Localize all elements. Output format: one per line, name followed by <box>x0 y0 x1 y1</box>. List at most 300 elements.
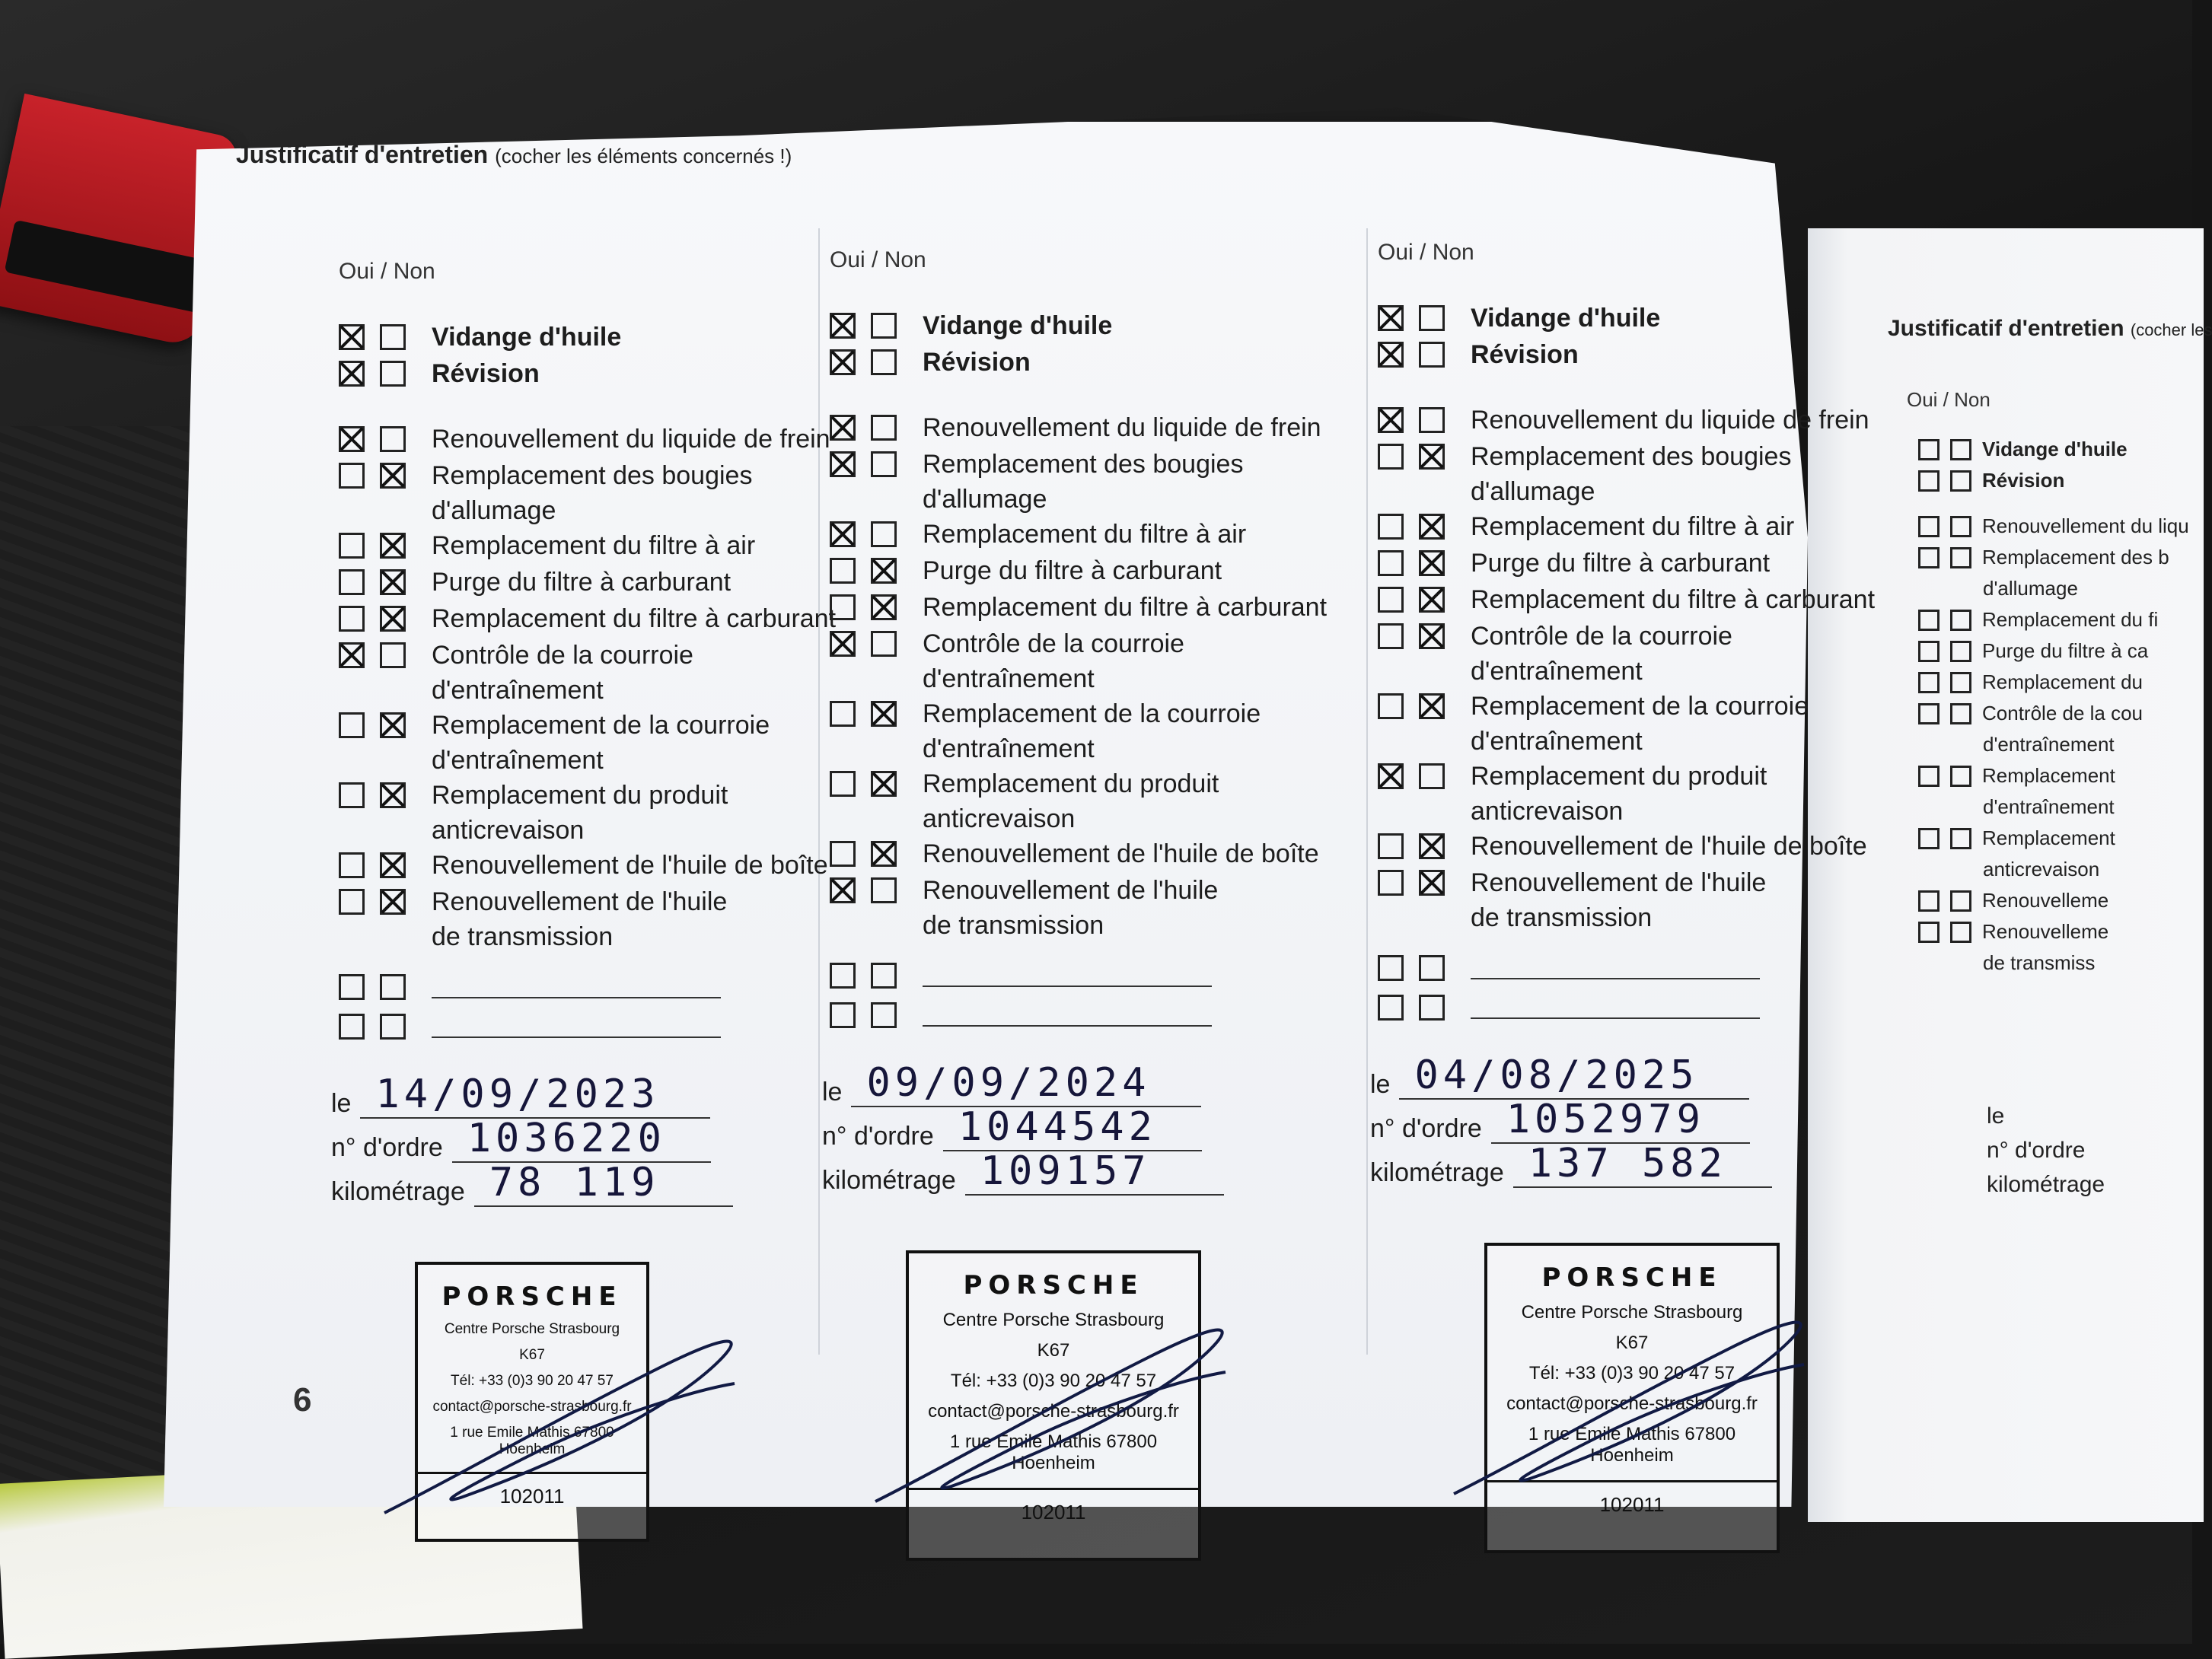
right-page-row <box>1918 639 2148 663</box>
checkbox-oui[interactable] <box>339 361 365 387</box>
checklist-row-remplacement-courroie <box>1378 689 1809 724</box>
right-page-row <box>1983 951 2095 975</box>
order-number-field-handwritten-value: 1044542 <box>958 1104 1157 1150</box>
checklist-label-continued: d'allumage <box>432 496 556 525</box>
stamp-code: K67 <box>519 1347 545 1363</box>
checklist-label: Purge du filtre à carburant <box>432 567 731 597</box>
checkbox-non[interactable] <box>1950 641 1971 662</box>
checkbox-oui[interactable] <box>830 415 856 441</box>
order-number-field-label: n° d'ordre <box>331 1133 443 1162</box>
date-field <box>331 1072 710 1119</box>
date-field-label: le <box>1370 1070 1391 1099</box>
date-field-handwritten-value: 09/09/2024 <box>866 1060 1151 1106</box>
checkbox-non[interactable] <box>380 606 406 632</box>
checklist-label: Renouvellement de l'huile de boîte <box>1471 831 1867 861</box>
stamp-brand: PORSCHE <box>963 1270 1144 1301</box>
checkbox-non[interactable] <box>871 963 897 989</box>
right-page-row <box>1918 514 2189 538</box>
order-number-field <box>331 1116 711 1163</box>
mileage-field-handwritten-value: 109157 <box>980 1148 1151 1194</box>
checklist-row-blank <box>830 958 1212 993</box>
right-page-row <box>1983 733 2115 756</box>
checkbox-non[interactable] <box>380 642 406 668</box>
checklist-row-filtre-carburant <box>1378 582 1875 617</box>
checklist-label-continued: d'allumage <box>923 485 1047 514</box>
checklist-label: Remplacement des bougies <box>923 449 1244 479</box>
checkbox-non[interactable] <box>871 841 897 867</box>
checkbox-non[interactable] <box>380 974 406 1000</box>
checkbox-oui[interactable] <box>1378 693 1404 719</box>
checkbox-non[interactable] <box>380 1014 406 1040</box>
date-field <box>822 1060 1201 1107</box>
mileage-field <box>822 1148 1224 1196</box>
checkbox-non[interactable] <box>1419 444 1445 470</box>
checklist-label: Vidange d'huile <box>432 322 622 352</box>
checkbox-oui[interactable] <box>339 712 365 738</box>
right-page-row-label: Vidange d'huile <box>1982 438 2128 460</box>
stamp-address: 1 rue Emile Mathis 67800 Hoenheim <box>1528 1424 1736 1466</box>
checklist-label: Renouvellement du liquide de frein <box>432 424 830 454</box>
checklist-label-continued: de transmission <box>1471 903 1653 932</box>
stamp-number: 102011 <box>1487 1480 1777 1517</box>
checklist-row-purge-carburant <box>1378 546 1770 581</box>
checklist-row-filtre-air <box>339 528 755 563</box>
checkbox-oui[interactable] <box>1918 890 1939 912</box>
checklist-label: Renouvellement du liquide de frein <box>923 412 1321 442</box>
checklist-label-continued: de transmission <box>923 911 1104 940</box>
checkbox-oui[interactable] <box>830 631 856 657</box>
page-header <box>236 141 792 169</box>
mileage-field-label: kilométrage <box>331 1177 465 1206</box>
right-page-date-label: le <box>1987 1103 2005 1129</box>
order-number-field-handwritten-value: 1036220 <box>467 1116 666 1161</box>
checklist-label: Remplacement du produit <box>923 769 1219 798</box>
checkbox-non[interactable] <box>1419 587 1445 613</box>
checkbox-non[interactable] <box>380 426 406 452</box>
checkbox-oui[interactable] <box>339 642 365 668</box>
checklist-label: Renouvellement de l'huile <box>923 875 1219 905</box>
checklist-label-continued: d'entraînement <box>432 746 604 775</box>
checkbox-oui[interactable] <box>1378 587 1404 613</box>
date-field-line[interactable] <box>360 1072 710 1119</box>
write-line[interactable] <box>432 1036 721 1038</box>
date-field-handwritten-value: 04/08/2025 <box>1414 1052 1699 1098</box>
checklist-label: Contrôle de la courroie <box>923 629 1184 658</box>
checkbox-non[interactable] <box>1419 955 1445 981</box>
checkbox-non[interactable] <box>871 631 897 657</box>
checklist-row-filtre-carburant <box>339 601 836 636</box>
checkbox-oui[interactable] <box>1918 672 1939 693</box>
checklist-row-liquide-frein <box>830 410 1321 445</box>
stamp-code: K67 <box>1037 1340 1070 1361</box>
checkbox-oui[interactable] <box>1918 439 1939 460</box>
checkbox-non[interactable] <box>1950 922 1971 943</box>
order-number-field-line[interactable] <box>1491 1097 1750 1144</box>
checklist-row-revision <box>339 356 540 391</box>
checklist-label: Purge du filtre à carburant <box>923 556 1222 585</box>
checkbox-oui[interactable] <box>1378 763 1404 789</box>
checklist-label: Remplacement de la courroie <box>923 699 1261 728</box>
right-page-row-label: d'entraînement <box>1983 733 2115 756</box>
checklist-label: Remplacement des bougies <box>432 460 753 490</box>
checkbox-oui[interactable] <box>1918 610 1939 631</box>
checklist-label: Vidange d'huile <box>1471 303 1661 333</box>
checkbox-non[interactable] <box>1419 995 1445 1021</box>
date-field-label: le <box>331 1089 352 1118</box>
right-page-row-label: Remplacement <box>1982 764 2115 787</box>
checkbox-non[interactable] <box>380 324 406 350</box>
checklist-row-vidange <box>1378 301 1660 336</box>
stamp-code: K67 <box>1615 1333 1649 1353</box>
checklist-label: Purge du filtre à carburant <box>1471 548 1771 578</box>
checkbox-oui[interactable] <box>339 1014 365 1040</box>
checkbox-oui[interactable] <box>1918 922 1939 943</box>
checklist-label: Remplacement du produit <box>1471 761 1767 791</box>
checkbox-oui[interactable] <box>339 606 365 632</box>
write-line[interactable] <box>1471 978 1760 979</box>
checklist-label: Révision <box>1471 339 1579 369</box>
right-page-row-label: anticrevaison <box>1983 858 2100 880</box>
checklist-row-huile-boite <box>1378 829 1867 864</box>
checkbox-oui[interactable] <box>830 521 856 547</box>
checkbox-oui[interactable] <box>1918 516 1939 537</box>
checklist-label: Renouvellement de l'huile de boîte <box>432 850 828 880</box>
mileage-field-line[interactable] <box>1513 1141 1772 1188</box>
date-field <box>1370 1052 1749 1100</box>
checkbox-non[interactable] <box>1419 763 1445 789</box>
checkbox-oui[interactable] <box>830 558 856 584</box>
checkbox-non[interactable] <box>1419 870 1445 896</box>
checkbox-oui[interactable] <box>830 771 856 797</box>
right-page-order-label: n° d'ordre <box>1987 1138 2086 1163</box>
checkbox-oui[interactable] <box>339 889 365 915</box>
checkbox-oui[interactable] <box>1378 514 1404 540</box>
right-page-title-text: Justificatif d'entretien <box>1888 316 2124 341</box>
checklist-label: Remplacement de la courroie <box>432 710 770 740</box>
right-page-row-label: Contrôle de la cou <box>1982 702 2143 724</box>
checkbox-non[interactable] <box>380 782 406 808</box>
mileage-field <box>331 1160 733 1207</box>
checkbox-oui[interactable] <box>1378 550 1404 576</box>
right-page-row <box>1918 702 2143 725</box>
stamp-email: contact@porsche-strasbourg.fr <box>432 1399 632 1415</box>
checkbox-oui[interactable] <box>830 451 856 477</box>
checkbox-non[interactable] <box>871 877 897 903</box>
checklist-label: Renouvellement de l'huile <box>432 887 728 916</box>
mileage-field-label: kilométrage <box>822 1166 956 1195</box>
checklist-label-continued: d'allumage <box>1471 477 1595 506</box>
checkbox-non[interactable] <box>1950 828 1971 849</box>
checkbox-oui[interactable] <box>1378 305 1404 331</box>
write-line[interactable] <box>432 997 721 998</box>
checklist-row-huile-boite <box>830 836 1319 871</box>
checkbox-oui[interactable] <box>339 426 365 452</box>
checkbox-non[interactable] <box>380 361 406 387</box>
checkbox-oui[interactable] <box>339 324 365 350</box>
checkbox-oui[interactable] <box>1918 766 1939 787</box>
right-page-row <box>1918 546 2169 569</box>
checkbox-oui[interactable] <box>830 841 856 867</box>
checkbox-oui[interactable] <box>339 463 365 489</box>
checkbox-oui[interactable] <box>1378 444 1404 470</box>
mileage-field-handwritten-value: 78 119 <box>489 1160 660 1205</box>
checkbox-non[interactable] <box>1419 305 1445 331</box>
checklist-label-continued: anticrevaison <box>432 816 585 845</box>
checkbox-non[interactable] <box>1950 610 1971 631</box>
header-hint: (cocher les éléments concernés !) <box>495 145 792 167</box>
right-page-row <box>1918 826 2115 850</box>
write-line[interactable] <box>923 986 1212 987</box>
checklist-label: Révision <box>923 347 1031 377</box>
checkbox-non[interactable] <box>871 451 897 477</box>
order-number-field-line[interactable] <box>452 1116 711 1163</box>
checkbox-non[interactable] <box>1950 547 1971 568</box>
checkbox-oui[interactable] <box>1378 995 1404 1021</box>
stamp-phone: Tél: +33 (0)3 90 20 47 57 <box>451 1373 614 1389</box>
right-page-row-label: Remplacement <box>1982 826 2115 849</box>
stamp-number: 102011 <box>418 1472 646 1508</box>
checklist-label-continued: d'entraînement <box>1471 727 1643 756</box>
order-number-field-handwritten-value: 1052979 <box>1506 1097 1705 1142</box>
checkbox-non[interactable] <box>871 349 897 375</box>
right-page-row <box>1983 577 2078 600</box>
checkbox-oui[interactable] <box>1918 703 1939 724</box>
stamp-brand: PORSCHE <box>1541 1263 1723 1293</box>
checklist-row-produit <box>1378 759 1767 794</box>
checklist-label-continued: d'entraînement <box>432 676 604 705</box>
date-field-label: le <box>822 1078 843 1107</box>
header-title: Justificatif d'entretien <box>236 141 489 168</box>
checklist-row-filtre-carburant <box>830 590 1327 625</box>
checklist-row-purge-carburant <box>830 553 1222 588</box>
checklist-row-produit <box>339 778 728 813</box>
column-divider <box>818 228 820 1355</box>
checklist-row-vidange <box>339 320 621 355</box>
checkbox-non[interactable] <box>380 569 406 595</box>
checkbox-oui[interactable] <box>339 533 365 559</box>
checklist-row-bougies <box>1378 439 1791 474</box>
checklist-row-controle-courroie <box>1378 619 1732 654</box>
right-page-row <box>1983 795 2115 819</box>
checklist-label: Remplacement du filtre à air <box>1471 511 1795 541</box>
mileage-field-line[interactable] <box>965 1148 1224 1196</box>
checklist-label: Révision <box>432 358 540 388</box>
checkbox-oui[interactable] <box>339 974 365 1000</box>
checkbox-non[interactable] <box>871 594 897 620</box>
checkbox-oui[interactable] <box>1378 955 1404 981</box>
checkbox-non[interactable] <box>1950 672 1971 693</box>
column-header-oui-non: Oui / Non <box>830 247 926 272</box>
checklist-row-huile <box>339 884 727 919</box>
checkbox-oui[interactable] <box>1378 833 1404 859</box>
date-field-line[interactable] <box>851 1060 1201 1107</box>
checkbox-non[interactable] <box>871 771 897 797</box>
mileage-field-label: kilométrage <box>1370 1158 1504 1187</box>
checklist-label-continued: de transmission <box>432 922 614 951</box>
right-page-column-header: Oui / Non <box>1907 388 1990 411</box>
checklist-label: Renouvellement du liquide de frein <box>1471 405 1869 435</box>
right-page-row-label: d'allumage <box>1983 577 2078 600</box>
checkbox-oui[interactable] <box>1918 828 1939 849</box>
right-page-row-label: Remplacement du <box>1982 670 2143 693</box>
checkbox-non[interactable] <box>380 889 406 915</box>
checklist-label: Remplacement des bougies <box>1471 441 1792 471</box>
checklist-row-controle-courroie <box>830 626 1184 661</box>
right-page-row-label: Révision <box>1982 469 2065 492</box>
checklist-row-remplacement-courroie <box>830 696 1261 731</box>
checklist-row-revision <box>830 345 1031 380</box>
checklist-row-liquide-frein <box>339 422 830 457</box>
checklist-row-huile <box>830 873 1218 908</box>
column-divider <box>1366 228 1368 1355</box>
right-page-row <box>1983 858 2099 881</box>
checkbox-non[interactable] <box>871 313 897 339</box>
right-page-title <box>1888 316 2212 342</box>
checkbox-oui[interactable] <box>830 877 856 903</box>
checklist-row-huile <box>1378 865 1766 900</box>
right-page-row-label: Remplacement des b <box>1982 546 2169 568</box>
dealer-stamp <box>906 1250 1201 1561</box>
checkbox-oui[interactable] <box>1918 470 1939 492</box>
right-page-row <box>1918 608 2158 632</box>
date-field-line[interactable] <box>1399 1052 1749 1100</box>
write-line[interactable] <box>1471 1017 1760 1019</box>
checklist-label-continued: d'entraînement <box>1471 657 1643 686</box>
order-number-field-label: n° d'ordre <box>1370 1114 1482 1143</box>
checkbox-non[interactable] <box>1950 470 1971 492</box>
checkbox-oui[interactable] <box>830 313 856 339</box>
stamp-phone: Tél: +33 (0)3 90 20 47 57 <box>950 1371 1157 1391</box>
column-header-oui-non: Oui / Non <box>339 259 435 284</box>
right-page-row-label: Renouvelleme <box>1982 920 2109 943</box>
mileage-field <box>1370 1141 1772 1188</box>
stamp-phone: Tél: +33 (0)3 90 20 47 57 <box>1528 1363 1735 1384</box>
dealer-stamp <box>1484 1243 1780 1553</box>
checkbox-non[interactable] <box>871 1002 897 1028</box>
right-page-row-label: Purge du filtre à ca <box>1982 639 2149 662</box>
checklist-row-produit <box>830 766 1219 801</box>
stamp-address: 1 rue Emile Mathis 67800 Hoenheim <box>450 1425 614 1457</box>
checklist-row-controle-courroie <box>339 638 693 673</box>
checklist-row-liquide-frein <box>1378 403 1869 438</box>
checklist-label: Renouvellement de l'huile de boîte <box>923 839 1319 868</box>
checklist-label: Renouvellement de l'huile <box>1471 868 1767 897</box>
checkbox-oui[interactable] <box>1378 407 1404 433</box>
checkbox-non[interactable] <box>380 463 406 489</box>
stamp-email: contact@porsche-strasbourg.fr <box>1506 1393 1758 1414</box>
right-page-row-label: Remplacement du fi <box>1982 608 2159 631</box>
checklist-label: Remplacement du filtre à carburant <box>923 592 1328 622</box>
checkbox-non[interactable] <box>1419 833 1445 859</box>
checklist-row-bougies <box>830 447 1243 482</box>
checklist-row-purge-carburant <box>339 565 731 600</box>
checkbox-non[interactable] <box>1950 890 1971 912</box>
right-page-row <box>1918 469 2064 492</box>
checklist-label: Remplacement du filtre à air <box>432 530 756 560</box>
checklist-row-filtre-air <box>1378 509 1794 544</box>
checklist-row-bougies <box>339 458 752 493</box>
checkbox-non[interactable] <box>1950 439 1971 460</box>
right-page-row-label: Renouvellement du liqu <box>1982 514 2189 537</box>
stamp-email: contact@porsche-strasbourg.fr <box>928 1401 1179 1422</box>
right-page-row <box>1918 670 2143 694</box>
checkbox-non[interactable] <box>1419 342 1445 368</box>
checkbox-oui[interactable] <box>1378 870 1404 896</box>
dealer-stamp <box>415 1262 649 1542</box>
checkbox-oui[interactable] <box>1378 342 1404 368</box>
checkbox-oui[interactable] <box>339 569 365 595</box>
checkbox-oui[interactable] <box>830 1002 856 1028</box>
right-page-row-label: Renouvelleme <box>1982 889 2109 912</box>
checkbox-non[interactable] <box>871 701 897 727</box>
order-number-field <box>1370 1097 1750 1144</box>
checkbox-oui[interactable] <box>339 782 365 808</box>
checkbox-non[interactable] <box>380 712 406 738</box>
checkbox-oui[interactable] <box>1378 623 1404 649</box>
page-number: 6 <box>293 1381 312 1419</box>
right-page-row <box>1918 889 2108 912</box>
checkbox-non[interactable] <box>380 533 406 559</box>
checkbox-non[interactable] <box>871 558 897 584</box>
checkbox-non[interactable] <box>1950 516 1971 537</box>
stamp-address: 1 rue Emile Mathis 67800 Hoenheim <box>949 1431 1158 1473</box>
checkbox-non[interactable] <box>380 852 406 878</box>
checkbox-non[interactable] <box>1419 623 1445 649</box>
checkbox-oui[interactable] <box>1918 641 1939 662</box>
stamp-centre-name: Centre Porsche Strasbourg <box>1521 1302 1743 1323</box>
checkbox-oui[interactable] <box>830 701 856 727</box>
stamp-centre-name: Centre Porsche Strasbourg <box>444 1321 620 1337</box>
checkbox-oui[interactable] <box>830 963 856 989</box>
mileage-field-line[interactable] <box>474 1160 733 1207</box>
column-header-oui-non: Oui / Non <box>1378 240 1474 265</box>
right-page-row <box>1918 920 2108 944</box>
checkbox-non[interactable] <box>871 415 897 441</box>
mileage-field-handwritten-value: 137 582 <box>1528 1141 1727 1186</box>
checklist-row-remplacement-courroie <box>339 708 770 743</box>
right-page-row-label: d'entraînement <box>1983 795 2115 818</box>
checklist-label: Remplacement de la courroie <box>1471 691 1809 721</box>
checkbox-non[interactable] <box>1419 693 1445 719</box>
checkbox-oui[interactable] <box>339 852 365 878</box>
checkbox-non[interactable] <box>871 521 897 547</box>
checklist-label-continued: anticrevaison <box>1471 797 1624 826</box>
checkbox-oui[interactable] <box>1918 547 1939 568</box>
checkbox-non[interactable] <box>1419 514 1445 540</box>
checklist-row-filtre-air <box>830 517 1246 552</box>
date-field-handwritten-value: 14/09/2023 <box>375 1072 660 1117</box>
checklist-label: Contrôle de la courroie <box>1471 621 1732 651</box>
checklist-row-blank <box>830 998 1212 1033</box>
checkbox-oui[interactable] <box>830 349 856 375</box>
checklist-row-huile-boite <box>339 848 828 883</box>
checkbox-non[interactable] <box>1950 703 1971 724</box>
checklist-label: Remplacement du produit <box>432 780 728 810</box>
write-line[interactable] <box>923 1025 1212 1027</box>
checklist-row-blank <box>1378 951 1760 986</box>
checkbox-non[interactable] <box>1419 407 1445 433</box>
checklist-row-vidange <box>830 308 1112 343</box>
checklist-label-continued: anticrevaison <box>923 804 1076 833</box>
checkbox-non[interactable] <box>1950 766 1971 787</box>
right-page-row-label: de transmiss <box>1983 951 2096 974</box>
checklist-label: Remplacement du filtre à carburant <box>1471 584 1876 614</box>
checkbox-oui[interactable] <box>830 594 856 620</box>
order-number-field-line[interactable] <box>943 1104 1202 1151</box>
right-page-hint: (cocher les <box>2130 320 2212 339</box>
checkbox-non[interactable] <box>1419 550 1445 576</box>
checklist-label: Contrôle de la courroie <box>432 640 693 670</box>
